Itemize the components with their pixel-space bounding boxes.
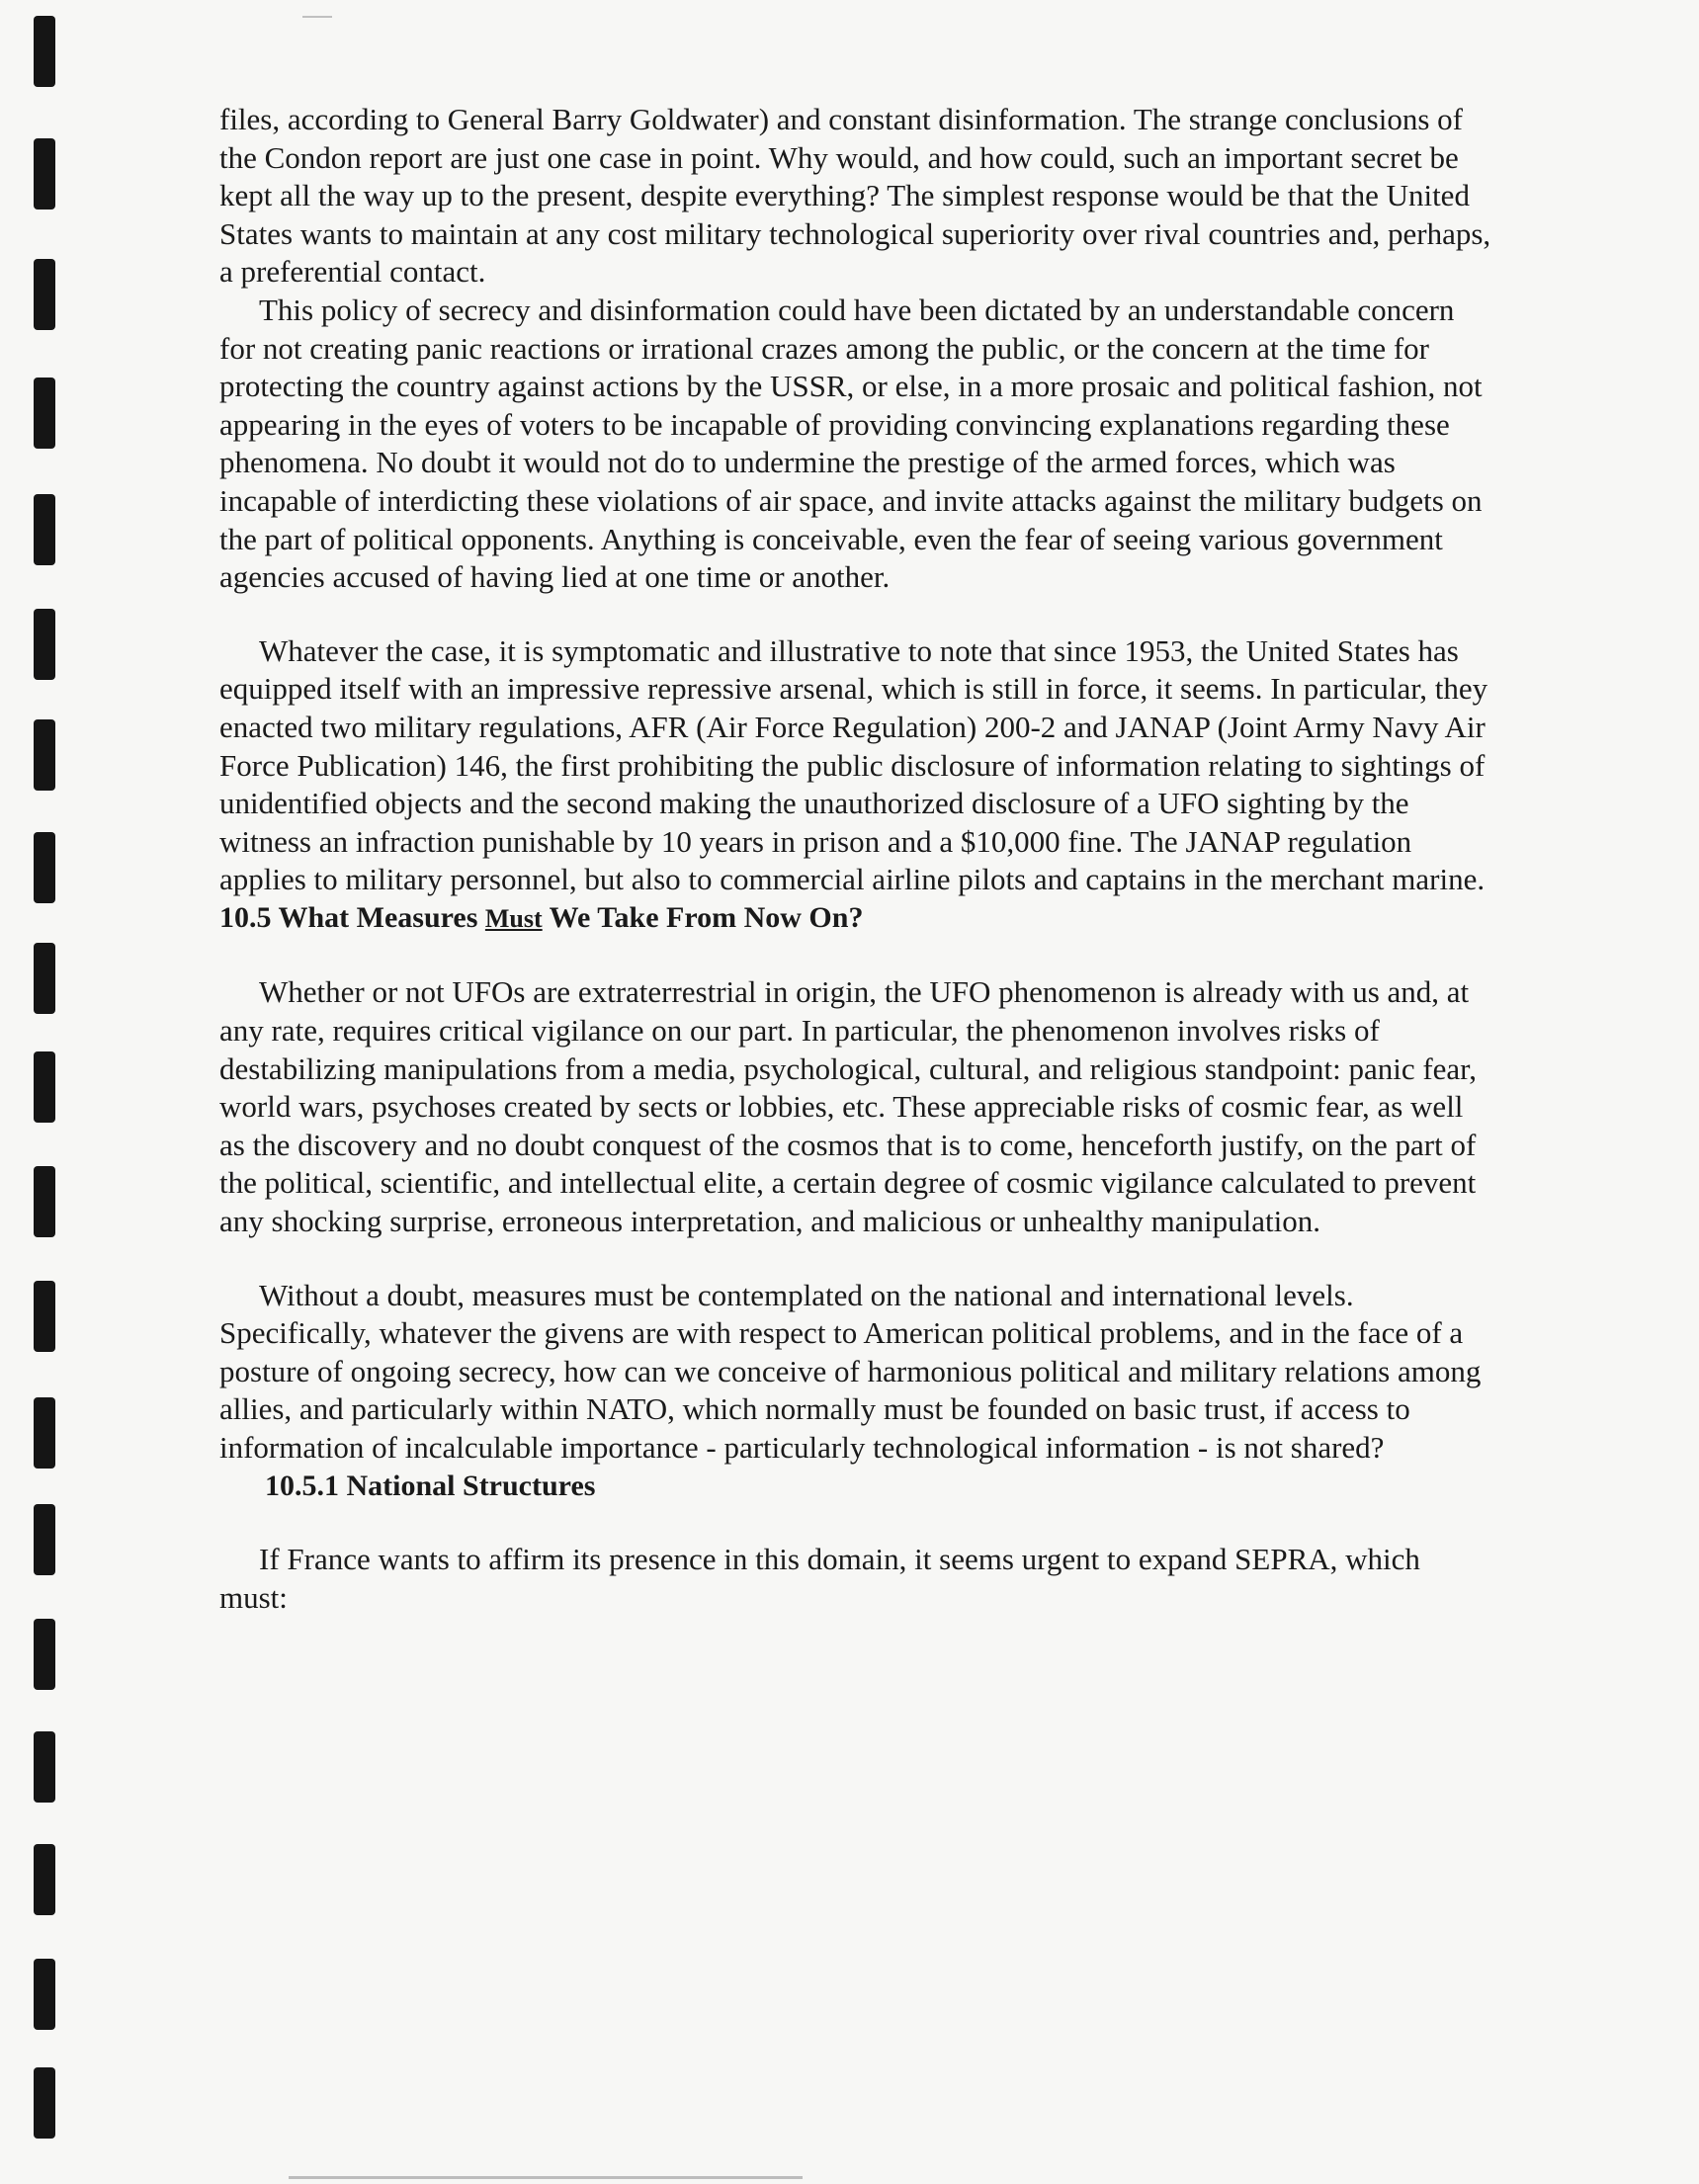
heading-underlined-word: Must [484,903,543,933]
binder-hole [34,16,55,87]
binder-holes [0,0,79,2184]
document-body [219,101,1494,1617]
paragraph-6: If France wants to affirm its presence in this domain, it seems urgent to expand SEPRA, which must: [219,1542,1420,1615]
binder-hole [34,1731,55,1803]
binder-hole [34,378,55,449]
heading-text-end: We Take From Now On? [542,900,864,934]
binder-hole [34,2067,55,2139]
heading-text-start: 10.5 What Measures [219,900,485,934]
section-heading-10-5-1: 10.5.1 National Structures [265,1469,596,1502]
binder-hole [34,1281,55,1352]
binder-hole [34,494,55,565]
binder-hole [34,1051,55,1123]
paragraph-3: Whatever the case, it is symptomatic and illustrative to note that since 1953, the United States has equipped itself with an impressive repressive arsenal, which is still in force, it seems. In particular, they enacted two military regulations, AFR (Air Force Regulation) 200-2 and JANAP (Joint Army Navy Air Force Publication) 146, the first prohibiting the public disclosure of information relating to sightings of unidentified objects and the second making the unauthorized disclosure of a UFO sighting by the witness an infraction punishable by 10 years in prison and a $10,000 fine. The JANAP regulation applies to military personnel, but also to commercial airline pilots and captains in the merchant marine. [219,632,1488,897]
paragraph-4: Whether or not UFOs are extraterrestrial in origin, the UFO phenomenon is already with us and, at any rate, requires critical vigilance on our part. In particular, the phenomenon involves risks of destabilizing manipulations from a media, psychological, cultural, and religious standpoint: panic fear, world wars, psychoses created by sects or lobbies, etc. These appreciable risks of cosmic fear, as well as the discovery and no doubt conquest of the cosmos that is to come, henceforth justify, on the part of the political, scientific, and intellectual elite, a certain degree of cosmic vigilance calculated to prevent any shocking surprise, erroneous interpretation, and malicious or unhealthy manipulation. [219,974,1477,1239]
binder-hole [34,943,55,1014]
binder-hole [34,719,55,791]
binder-hole [34,1959,55,2030]
paragraph-1: files, according to General Barry Goldwater) and constant disinformation. The strange conclusions of the Condon report are just one case in point. Why would, and how could, such an important secret be kept all the way up to the present, despite everything? The simplest response would be that the United States wants to maintain at any cost military technological superiority over rival countries and, perhaps, a preferential contact. [219,102,1491,290]
scan-mark [302,16,332,18]
binder-hole [34,1166,55,1237]
binder-hole [34,138,55,210]
binder-hole [34,609,55,680]
section-heading-10-5 [219,899,1494,939]
binder-hole [34,832,55,903]
binder-hole [34,1844,55,1915]
binder-hole [34,1504,55,1575]
paragraph-2: This policy of secrecy and disinformation could have been dictated by an understandable concern for not creating panic reactions or irrational crazes among the public, or the concern at the time for protecting the country against actions by the USSR, or else, in a more prosaic and political fashion, not appearing in the eyes of voters to be incapable of providing convincing explanations regarding these phenomena. No doubt it would not do to undermine the prestige of the armed forces, which was incapable of interdicting these violations of air space, and invite attacks against the military budgets on the part of political opponents. Anything is conceivable, even the fear of seeing various government agencies accused of having lied at one time or another. [219,292,1483,595]
binder-hole [34,259,55,330]
scan-mark [289,2176,803,2179]
binder-hole [34,1397,55,1469]
paragraph-5: Without a doubt, measures must be contemplated on the national and international levels. Specifically, whatever the givens are with respect to American political problems, and in the face of a posture of ongoing secrecy, how can we conceive of harmonious political and military relations among allies, and particularly within NATO, which normally must be founded on basic trust, if access to information of incalculable importance - particularly technological information - is not shared? [219,1277,1482,1465]
binder-hole [34,1619,55,1690]
